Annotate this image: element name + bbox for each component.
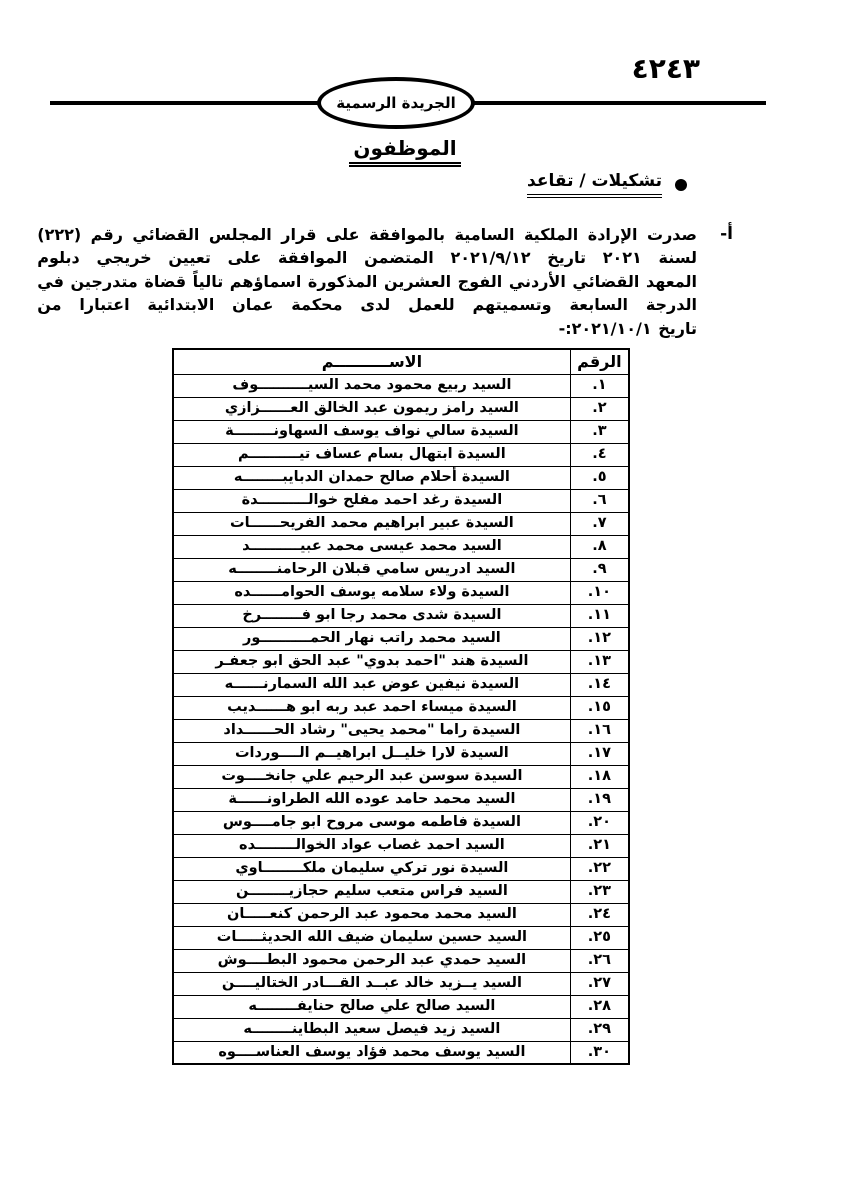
table-row	[173, 765, 629, 788]
row-number: ٩.	[570, 558, 629, 581]
row-name: السيد ادريس سامي قبلان الرحامنــــــــه	[173, 558, 570, 581]
row-number: ٣.	[570, 420, 629, 443]
table-header-row	[173, 349, 629, 374]
row-number: ٢٥.	[570, 926, 629, 949]
paragraph-marker: أ-	[720, 224, 733, 244]
row-name: السيد فراس متعب سليم حجازيــــــــن	[173, 880, 570, 903]
gazette-badge	[317, 77, 475, 129]
row-number: ٢٨.	[570, 995, 629, 1018]
row-name: السيدة راما "محمد يحيى" رشاد الحــــــداد	[173, 719, 570, 742]
row-number: ١.	[570, 374, 629, 397]
gazette-badge-label: الجريدة الرسمية	[336, 94, 456, 112]
row-name: السيدة هند "احمد بدوي" عبد الحق ابو جعفـر	[173, 650, 570, 673]
paragraph-line: تاريخ ٢٠٢١/١٠/١:-	[558, 318, 697, 338]
row-number: ٢١.	[570, 834, 629, 857]
row-name: السيد محمد حامد عوده الله الطراونــــــة	[173, 788, 570, 811]
table-row	[173, 1018, 629, 1041]
table-row	[173, 604, 629, 627]
table-row	[173, 627, 629, 650]
row-number: ٤.	[570, 443, 629, 466]
row-name: السيدة نور تركي سليمان ملكــــــــاوي	[173, 857, 570, 880]
column-header-name: الاســــــــــم	[173, 349, 570, 374]
row-number: ٢.	[570, 397, 629, 420]
table-row	[173, 972, 629, 995]
table-row	[173, 558, 629, 581]
row-number: ٢٠.	[570, 811, 629, 834]
row-number: ١٣.	[570, 650, 629, 673]
table-row	[173, 788, 629, 811]
row-number: ١٢.	[570, 627, 629, 650]
paragraph-line: لسنة ٢٠٢١ تاريخ ٢٠٢١/٩/١٢ المتضمن الموافقة على تعيين خريجي دبلوم	[37, 248, 698, 268]
row-name: السيد محمد محمود عبد الرحمن كنعـــــان	[173, 903, 570, 926]
table-row	[173, 926, 629, 949]
row-number: ٨.	[570, 535, 629, 558]
row-number: ١٥.	[570, 696, 629, 719]
page-title	[330, 136, 480, 167]
row-name: السيدة ميساء احمد عبد ربه ابو هــــــديب	[173, 696, 570, 719]
row-number: ١٦.	[570, 719, 629, 742]
row-name: السيد ربيع محمود محمد السيــــــــــوف	[173, 374, 570, 397]
table-row	[173, 696, 629, 719]
row-name: السيد حسين سليمان ضيف الله الحديثـــــات	[173, 926, 570, 949]
table-row	[173, 673, 629, 696]
row-name: السيدة نيفين عوض عبد الله السمارنــــــه	[173, 673, 570, 696]
row-number: ٦.	[570, 489, 629, 512]
row-name: السيد احمد غصاب عواد الخوالــــــــده	[173, 834, 570, 857]
row-name: السيدة فاطمه موسى مروح ابو جامــــوس	[173, 811, 570, 834]
column-header-number: الرقم	[570, 349, 629, 374]
row-name: السيدة سوسن عبد الرحيم علي جانخــــوت	[173, 765, 570, 788]
row-number: ٢٢.	[570, 857, 629, 880]
row-name: السيدة لارا خليــل ابراهيــم الــــوردات	[173, 742, 570, 765]
table-row	[173, 903, 629, 926]
row-name: السيدة ولاء سلامه يوسف الحوامــــــده	[173, 581, 570, 604]
table-row	[173, 719, 629, 742]
row-name: السيد محمد عيسى محمد عبيــــــــــد	[173, 535, 570, 558]
row-name: السيد يوسف محمد فؤاد يوسف العناســــوه	[173, 1041, 570, 1064]
table-row	[173, 880, 629, 903]
row-number: ٢٧.	[570, 972, 629, 995]
table-row	[173, 834, 629, 857]
table-row	[173, 581, 629, 604]
row-name: السيد صالح علي صالح حنايفــــــــه	[173, 995, 570, 1018]
table-row	[173, 420, 629, 443]
row-number: ١٨.	[570, 765, 629, 788]
row-name: السيدة شدى محمد رجا ابو فــــــــرخ	[173, 604, 570, 627]
table-row	[173, 650, 629, 673]
row-name: السيدة رغد احمد مفلح خوالــــــــــدة	[173, 489, 570, 512]
row-number: ١٤.	[570, 673, 629, 696]
row-name: السيدة عبير ابراهيم محمد الفريحــــــات	[173, 512, 570, 535]
decree-paragraph	[37, 223, 733, 340]
table-row	[173, 443, 629, 466]
paragraph-line: الدرجة السابعة وتسميتهم للعمل لدى محكمة عمان الابتدائية اعتبارا من	[37, 295, 697, 315]
row-number: ٢٦.	[570, 949, 629, 972]
page-title-text: الموظفون	[349, 136, 460, 167]
paragraph-line: صدرت الإرادة الملكية السامية بالموافقة على قرار المجلس القضائي رقم (٢٢٢)	[37, 225, 697, 244]
row-number: ١٠.	[570, 581, 629, 604]
row-number: ٥.	[570, 466, 629, 489]
row-number: ٢٩.	[570, 1018, 629, 1041]
table-row	[173, 857, 629, 880]
row-number: ٢٣.	[570, 880, 629, 903]
section-heading	[527, 171, 687, 198]
table-row	[173, 466, 629, 489]
table-row	[173, 397, 629, 420]
row-name: السيد زيد فيصل سعيد البطاينــــــــه	[173, 1018, 570, 1041]
table-row	[173, 811, 629, 834]
row-name: السيد حمدي عبد الرحمن محمود البطــــوش	[173, 949, 570, 972]
row-number: ١٩.	[570, 788, 629, 811]
table-row	[173, 1041, 629, 1064]
paragraph-lines	[37, 223, 697, 340]
row-number: ١١.	[570, 604, 629, 627]
table-row	[173, 374, 629, 397]
table-row	[173, 512, 629, 535]
table-row	[173, 995, 629, 1018]
appointees-table	[172, 348, 630, 1065]
row-number: ١٧.	[570, 742, 629, 765]
row-name: السيد محمد راتب نهار الحمــــــــــور	[173, 627, 570, 650]
row-number: ٢٤.	[570, 903, 629, 926]
names-table-body	[173, 374, 629, 1064]
table-row	[173, 949, 629, 972]
section-heading-label: تشكيلات / تقاعد	[527, 171, 662, 198]
row-name: السيد رامز ريمون عبد الخالق العــــــزازي	[173, 397, 570, 420]
row-name: السيدة ابتهال بسام عساف تيــــــــــم	[173, 443, 570, 466]
table-row	[173, 742, 629, 765]
bullet-icon	[675, 179, 687, 191]
row-name: السيد يــزيد خالد عبــد القـــادر الختاليــــن	[173, 972, 570, 995]
row-name: السيدة أحلام صالح حمدان الدبايبــــــــه	[173, 466, 570, 489]
table-row	[173, 535, 629, 558]
paragraph-line: المعهد القضائي الأردني الفوج العشرين المذكورة اسماؤهم تالياً قضاة متدرجين في	[37, 271, 697, 291]
table-row	[173, 489, 629, 512]
row-number: ٣٠.	[570, 1041, 629, 1064]
page-number: ٤٢٤٣	[631, 52, 700, 85]
row-name: السيدة سالي نواف يوسف السهاونــــــــة	[173, 420, 570, 443]
row-number: ٧.	[570, 512, 629, 535]
